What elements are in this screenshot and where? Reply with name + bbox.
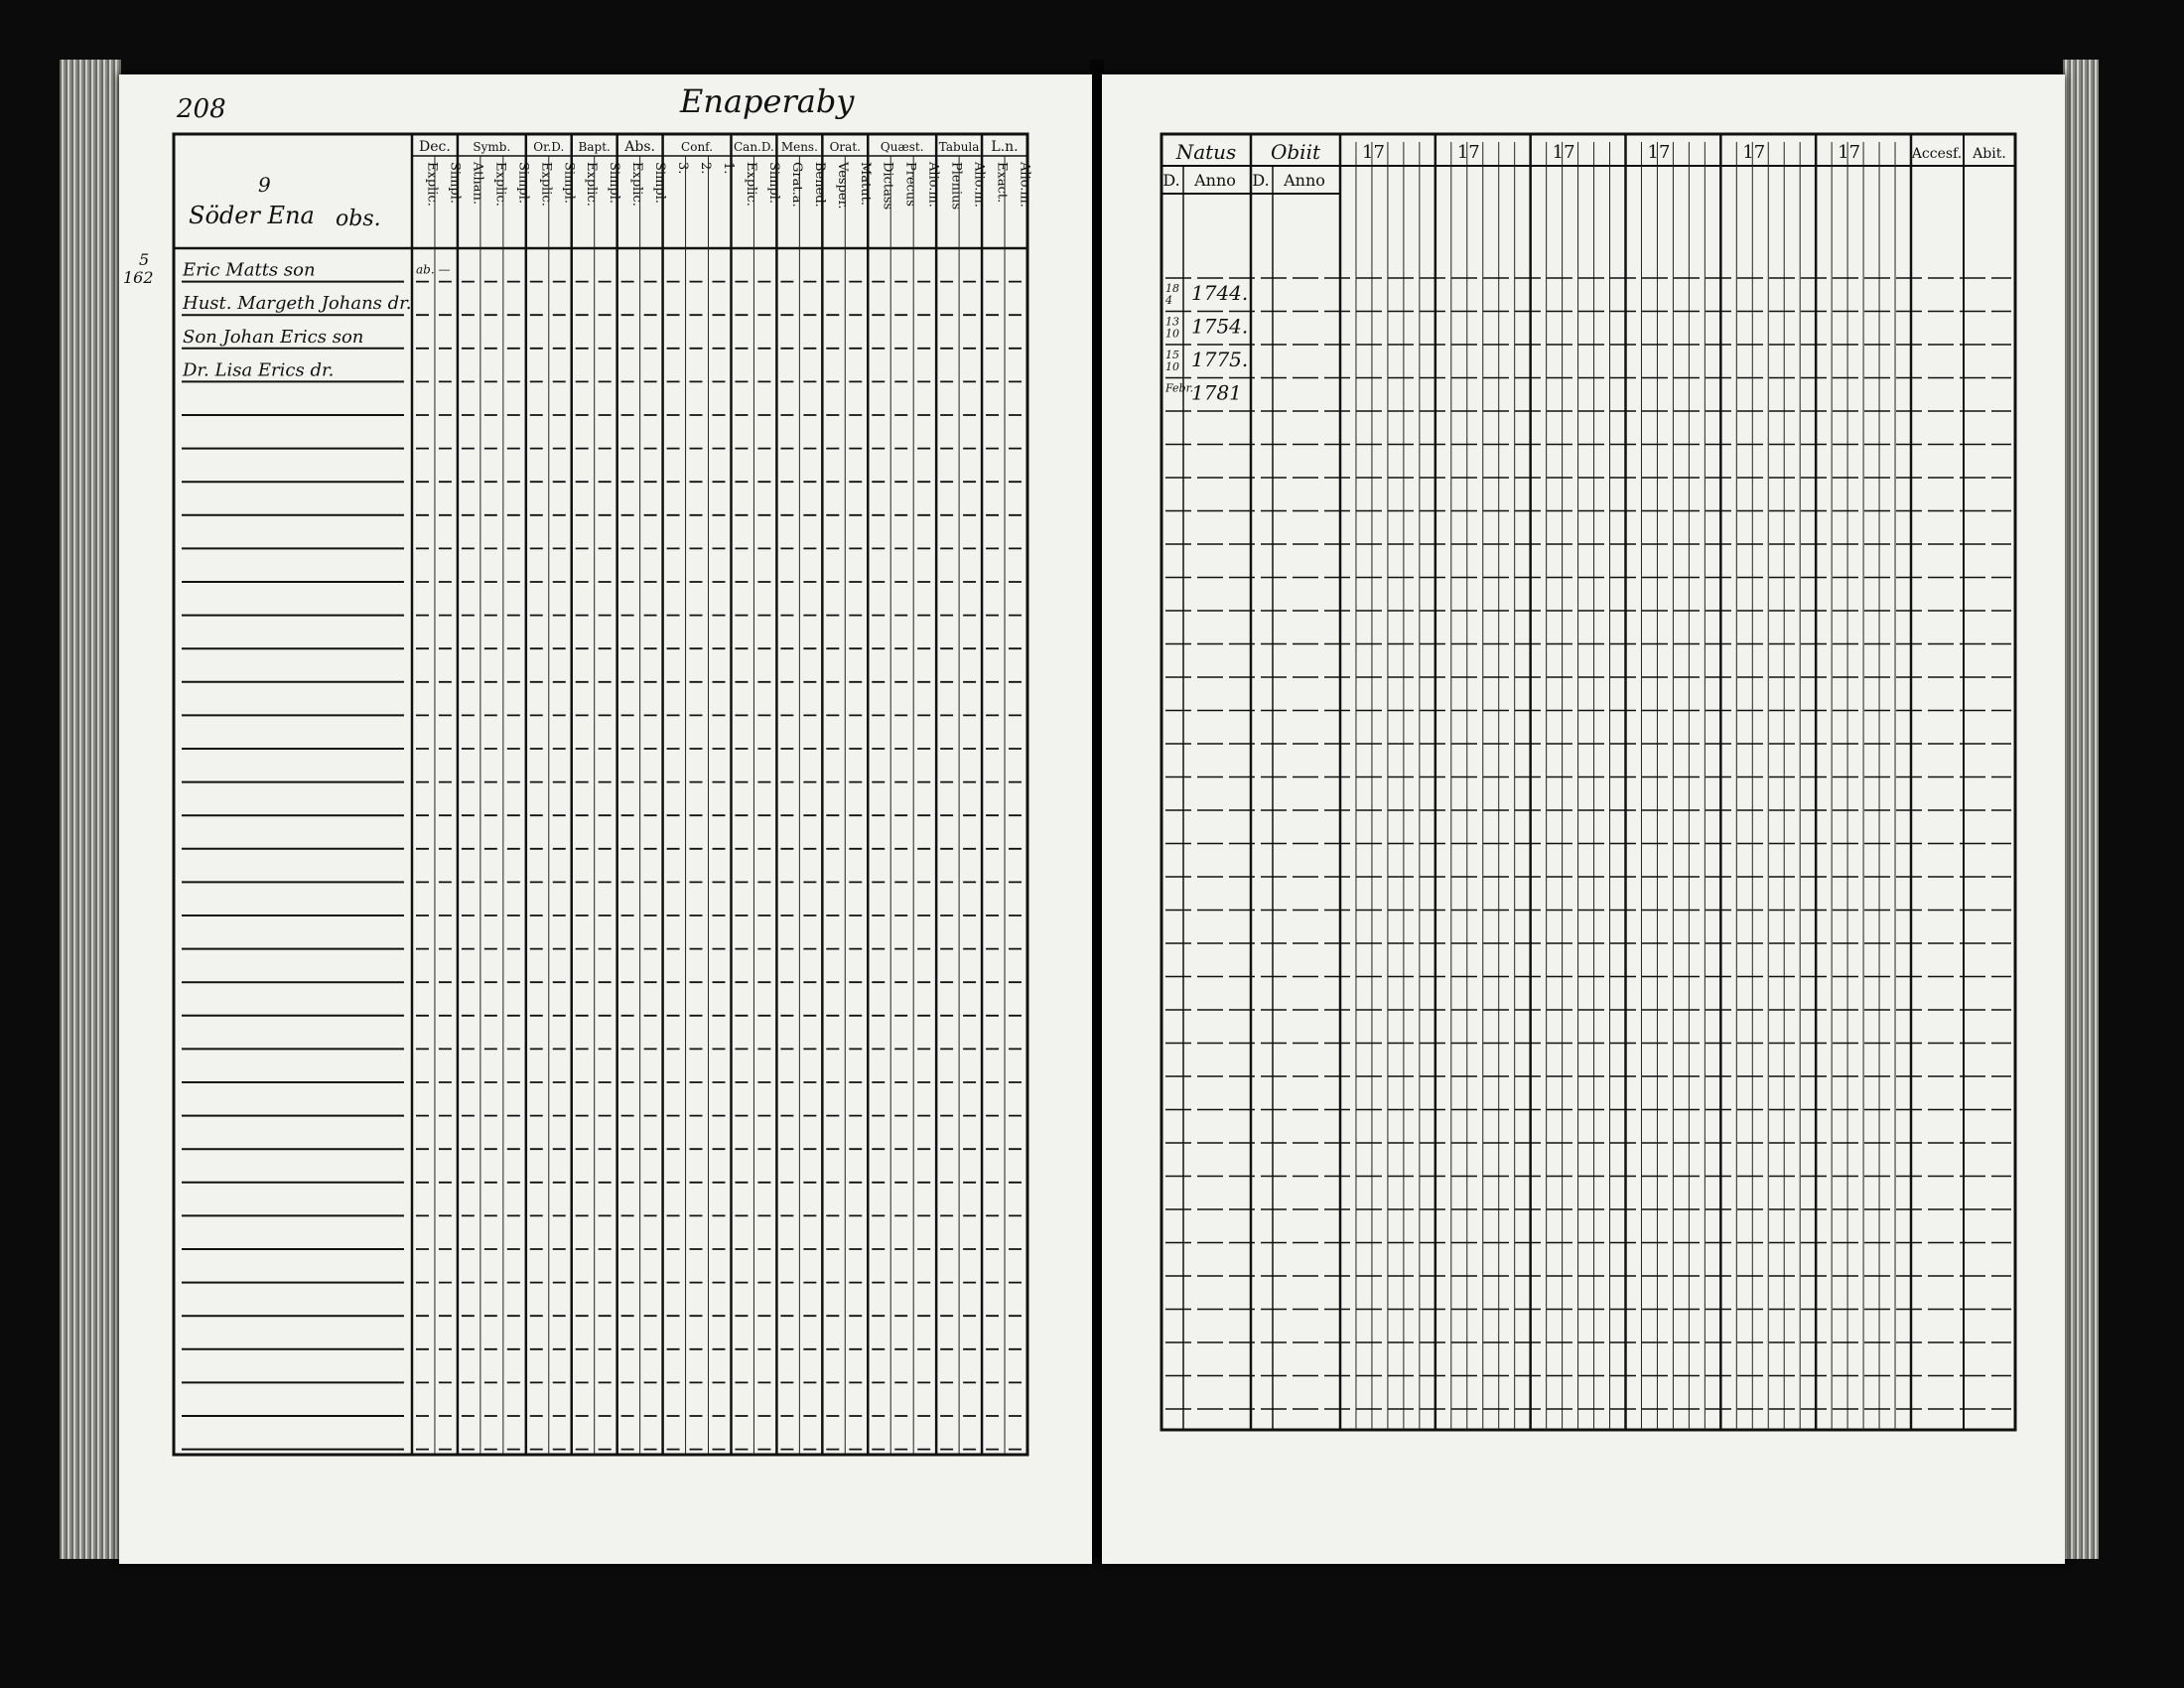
sub-column-label: Explic. [629,162,645,207]
sub-column-label: 1. [721,162,736,175]
birth-day: Febr. [1165,381,1194,395]
column-group-label: Orat. [829,140,861,154]
sub-column-label: Simpl. [561,162,577,205]
column-group-label: Can.D. [733,140,774,154]
birth-month: 10 [1165,360,1179,373]
column-group-label: Tabula [938,140,980,154]
sub-column-label: Explic. [538,162,554,207]
village-heading-prefix: 9 [258,173,271,197]
right-page-edges [2063,60,2099,1559]
sub-column-label: 2. [698,162,714,175]
sub-column-label: Alio.m. [1017,162,1032,208]
birth-day: 13 [1165,315,1179,329]
right-register-grid [1102,74,2065,1564]
sub-column-label: Matut. [857,162,873,207]
village-note: obs. [336,207,381,231]
sub-column-label: Precus [902,162,918,207]
left-page-edges [60,60,121,1559]
sub-column-label: Explic. [424,162,440,207]
margin-number: 162 [123,268,154,287]
sub-column-label: Bened. [811,162,827,208]
village-heading: Söder Ena [189,202,315,229]
year-group-label: 17 [1362,142,1385,163]
birth-year: 1754. [1191,314,1249,339]
sub-column-label: Exact. [994,162,1010,204]
year-group-label: 17 [1552,142,1575,163]
birth-year: 1775. [1191,348,1249,371]
column-group-label: Mens. [780,140,818,154]
left-page [119,74,1092,1564]
birth-year: 1744. [1191,281,1249,305]
column-group-label: Abs. [624,139,655,155]
column-group-label: Conf. [681,140,714,154]
year-group-label: 17 [1647,142,1671,163]
left-register-grid [119,74,1092,1564]
natus-day-header: D. [1162,171,1180,190]
column-group-label: Quæst. [880,140,924,154]
sub-column-label: Plenius [948,162,964,211]
accessit-header: Accesf. [1911,146,1963,162]
birth-month: 10 [1165,327,1179,341]
column-group-label: Or.D. [533,140,565,154]
birth-year: 1781 [1191,380,1242,405]
sub-column-label: Simpl. [515,162,531,205]
sub-column-label: Vesper. [834,162,850,210]
dec-mark: ab. — [416,262,451,277]
sub-column-label: Explic. [492,162,508,207]
column-group-label: L.n. [991,139,1019,155]
obiit-header: Obiit [1270,140,1321,164]
year-group-label: 17 [1838,142,1861,163]
natus-anno-header: Anno [1194,171,1236,190]
register-border [1161,134,2015,1430]
year-group-label: 17 [1742,142,1766,163]
birth-day: 18 [1165,282,1179,295]
column-group-label: Bapt. [578,140,611,154]
right-page [1102,74,2065,1564]
abiit-header: Abit. [1973,146,2006,162]
year-group-label: 17 [1456,142,1480,163]
entry-name: Son Johan Erics son [183,326,364,348]
sub-column-label: 3. [675,162,691,175]
entry-name: Eric Matts son [183,259,316,281]
column-group-label: Dec. [419,139,451,155]
obiit-day-header: D. [1252,171,1270,190]
sub-column-label: Dictass [880,162,895,211]
sub-column-label: Simpl. [652,162,668,205]
sub-column-label: Explic. [584,162,600,207]
sub-column-label: Alio.m. [925,162,941,208]
natus-header: Natus [1175,140,1237,164]
sub-column-label: Explic. [743,162,758,207]
sub-column-label: Simpl. [447,162,463,205]
entry-name: Hust. Margeth Johans dr. [183,293,412,315]
margin-number: 5 [139,250,150,269]
sub-column-label: Grat.a. [788,162,804,208]
birth-day: 15 [1165,349,1179,361]
obiit-anno-header: Anno [1284,171,1325,190]
page-number: 208 [177,94,226,124]
sub-column-label: Athan. [470,162,485,206]
entry-name: Dr. Lisa Erics dr. [183,359,335,381]
sub-column-label: Simpl. [765,162,781,205]
sub-column-label: Simpl. [607,162,622,205]
sub-column-label: Alio.m. [971,162,987,208]
birth-month: 4 [1165,294,1172,307]
parish-title: Enaperaby [680,82,855,120]
column-group-label: Symb. [473,140,511,154]
